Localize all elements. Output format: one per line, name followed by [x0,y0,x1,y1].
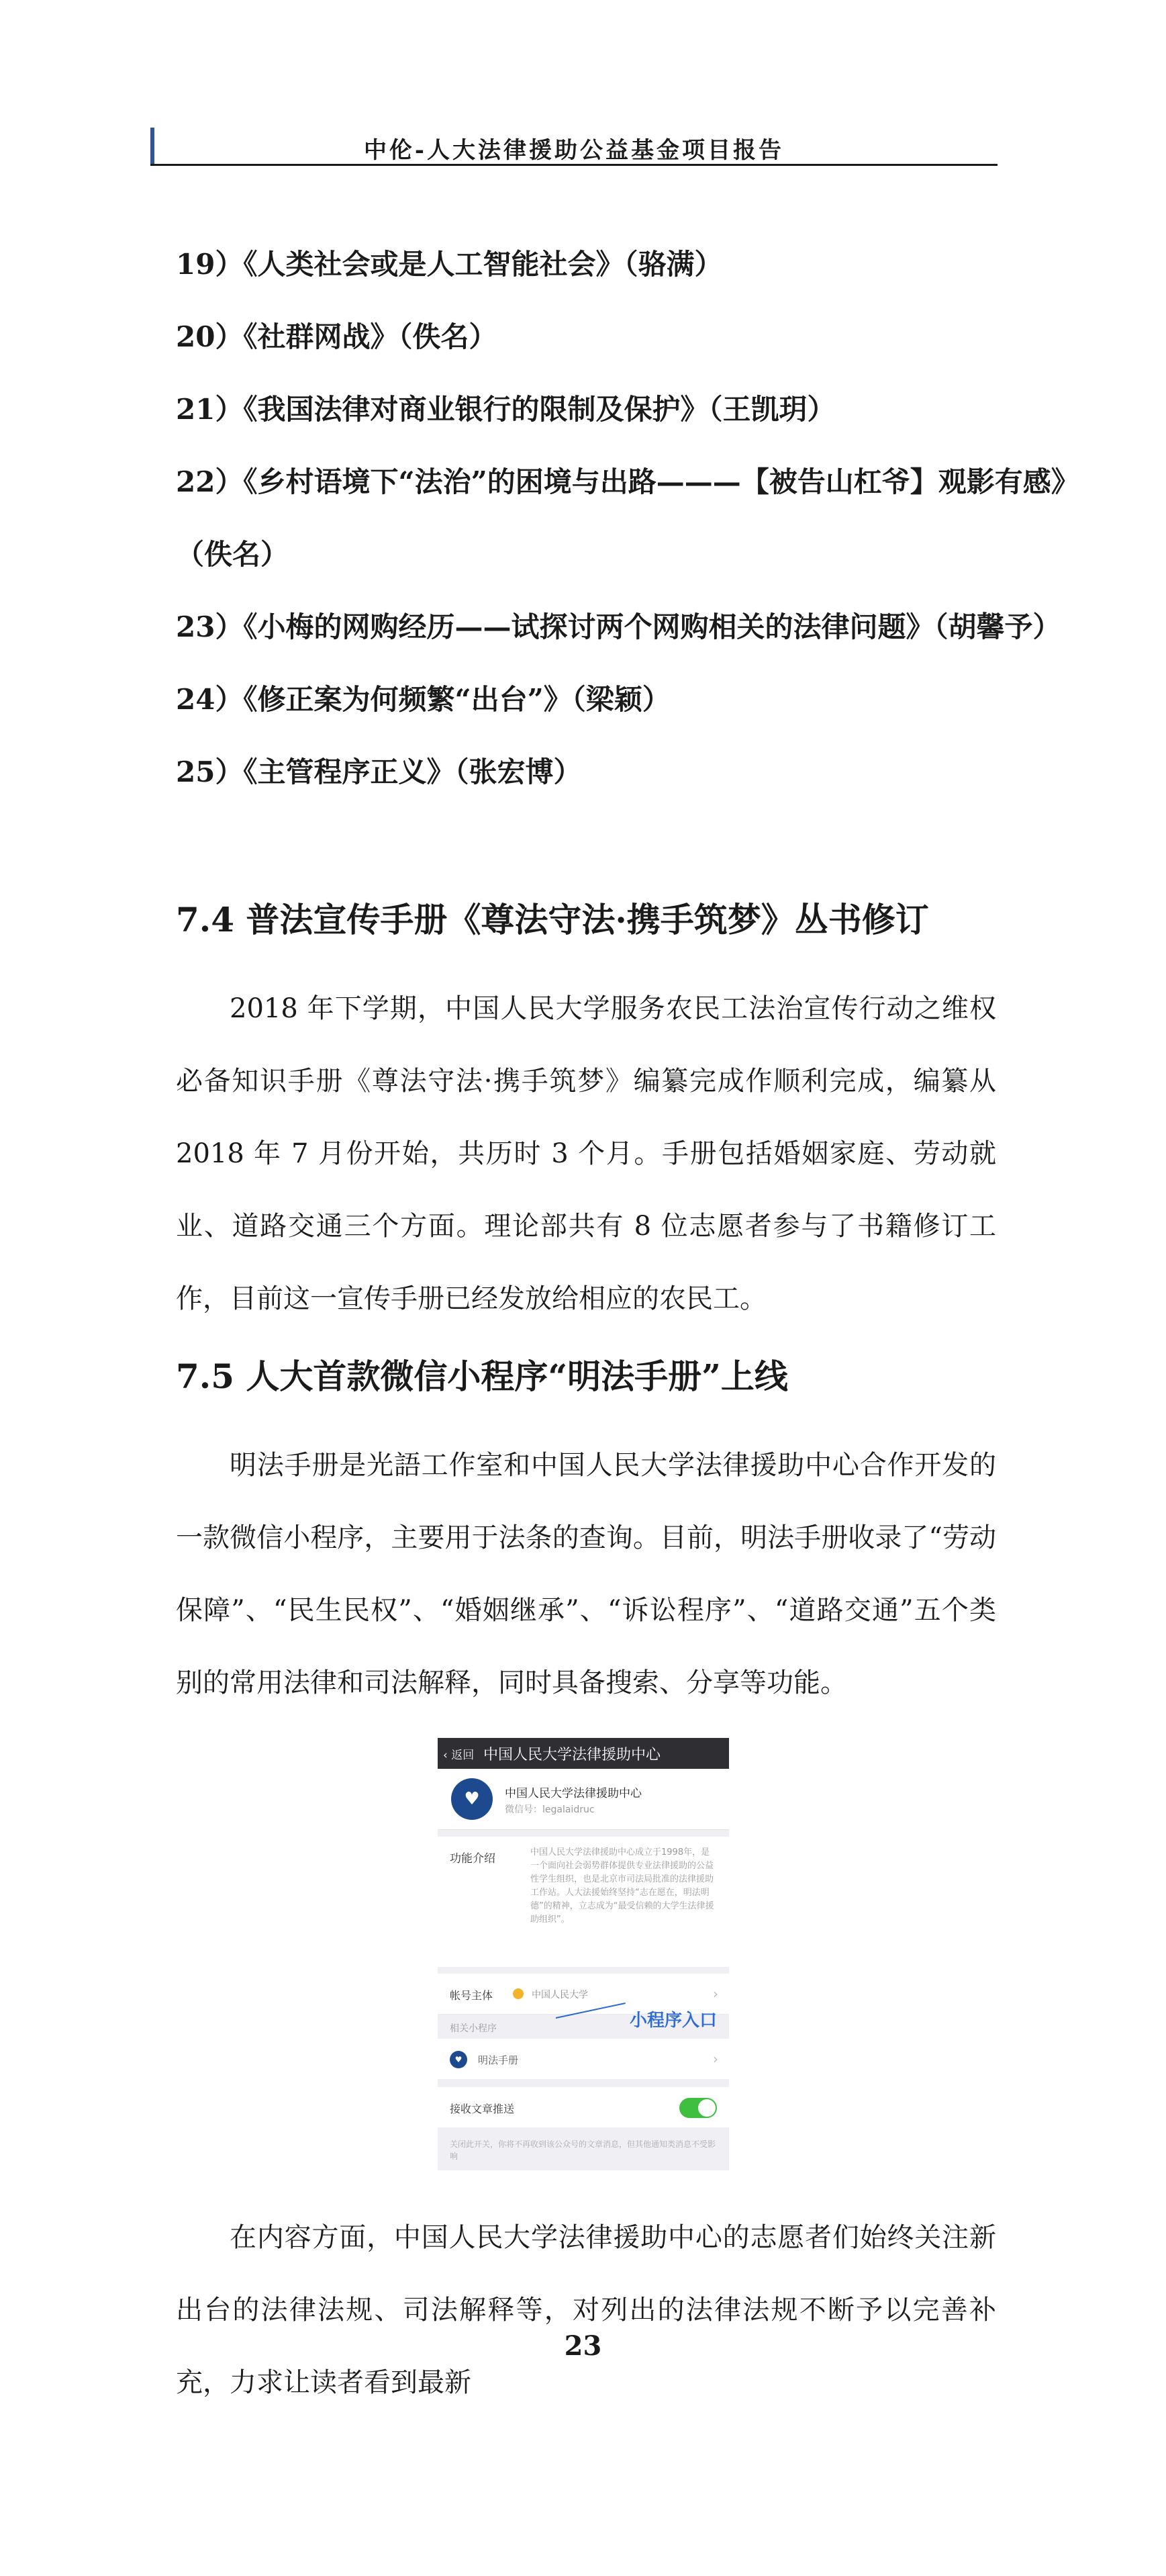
mini-program-name: 明法手册 [478,2054,519,2066]
mini-program-icon: ♥ [450,2051,467,2068]
chevron-right-icon: › [713,1986,718,2002]
account-subject-value: 中国人民大学 [532,1990,588,2000]
phone-titlebar [438,1738,729,1769]
related-section-header: 相关小程序 [450,2023,497,2034]
list-item: 21）《我国法律对商业银行的限制及保护》（王凯玥） [176,393,836,426]
back-button[interactable]: ‹ 返回 [443,1748,475,1762]
section-7-5-paragraph: 明法手册是光語工作室和中国人民大学法律援助中心合作开发的一款微信小程序，主要用于法条的查询。目前，明法手册收录了“劳动保障”、“民生民权”、“婚姻继承”、“诉讼程序”、“道路交通”五个类别的常用法律和司法解释，同时具备搜索、分享等功能。 [176,1450,996,1698]
header-title: 中伦-人大法律援助公益基金项目报告 [363,137,785,164]
list-item: 22）《乡村语境下“法治”的困境与出路———【被告山杠爷】观影有感》 [176,465,1079,498]
list-item: 20）《社群网战》（佚名） [176,320,497,353]
function-desc: 中国人民大学法律援助中心成立于1998年，是一个面向社会弱势群体提供专业法律援助的公益性学生组织，也是北京市司法局批准的法律援助工作站。人大法援始终坚持“志在愿在，明法明德”的精神，立志成为“最受信赖的大学生法律援助组织”。 [530,1847,714,1925]
account-subject-label: 帐号主体 [450,1989,493,2002]
receive-articles-row [438,2087,729,2127]
list-item: 19）《人类社会或是人工智能社会》（骆满） [176,248,723,281]
list-item: 24）《修正案为何频繁“出台”》（梁颖） [176,683,671,716]
phone-title: 中国人民大学法律援助中心 [483,1746,661,1763]
function-intro [438,1837,729,1967]
list-item: 23）《小梅的网购经历——试探讨两个网购相关的法律问题》（胡馨予） [176,610,1061,643]
page-number: 23 [564,2330,602,2362]
mini-program-annotation: 小程序入口 [630,2011,718,2031]
wechat-id: 微信号：legalaidruc [505,1804,595,1815]
receive-articles-label: 接收文章推送 [450,2103,515,2115]
article-list [176,228,1079,809]
section-7-4-heading: 7.4 普法宣传手册《尊法守法·携手筑梦》丛书修订 [176,900,929,939]
closing-paragraph: 在内容方面，中国人民大学法律援助中心的志愿者们始终关注新出台的法律法规、司法解释等，对列出的法律法规不断予以完善补充，力求让读者看到最新 [176,2222,996,2398]
function-label: 功能介绍 [450,1852,495,1866]
org-logo-icon: ♥ [451,1778,493,1820]
section-7-4-paragraph: 2018 年下学期，中国人民大学服务农民工法治宣传行动之维权必备知识手册《尊法守法·携手筑梦》编纂完成作顺利完成，编纂从 2018 年 7 月份开始，共历时 3 个月。手册包括婚姻家庭、劳动就业、道路交通三个方面。理论部共有 8 位志愿者参与了书籍修订工作，目前这一宣传手册已经发放给相应的农民工。 [176,993,996,1314]
toggle-note: 关闭此开关，你将不再收到该公众号的文章消息，但其他通知类消息不受影响 [450,2140,716,2161]
wechat-screenshot [438,1738,729,2170]
receive-articles-toggle[interactable] [679,2098,717,2118]
header-rule [150,164,998,166]
mini-program-row[interactable] [438,2039,729,2079]
chevron-right-icon: › [713,2051,718,2067]
list-item: 25）《主管程序正义》（张宏博） [176,755,582,788]
section-7-5-heading: 7.5 人大首款微信小程序“明法手册”上线 [176,1356,788,1396]
list-item: （佚名） [176,538,289,571]
verified-icon [513,1988,524,1999]
account-name: 中国人民大学法律援助中心 [505,1787,642,1800]
page-header [150,128,998,167]
account-card [438,1769,729,1830]
